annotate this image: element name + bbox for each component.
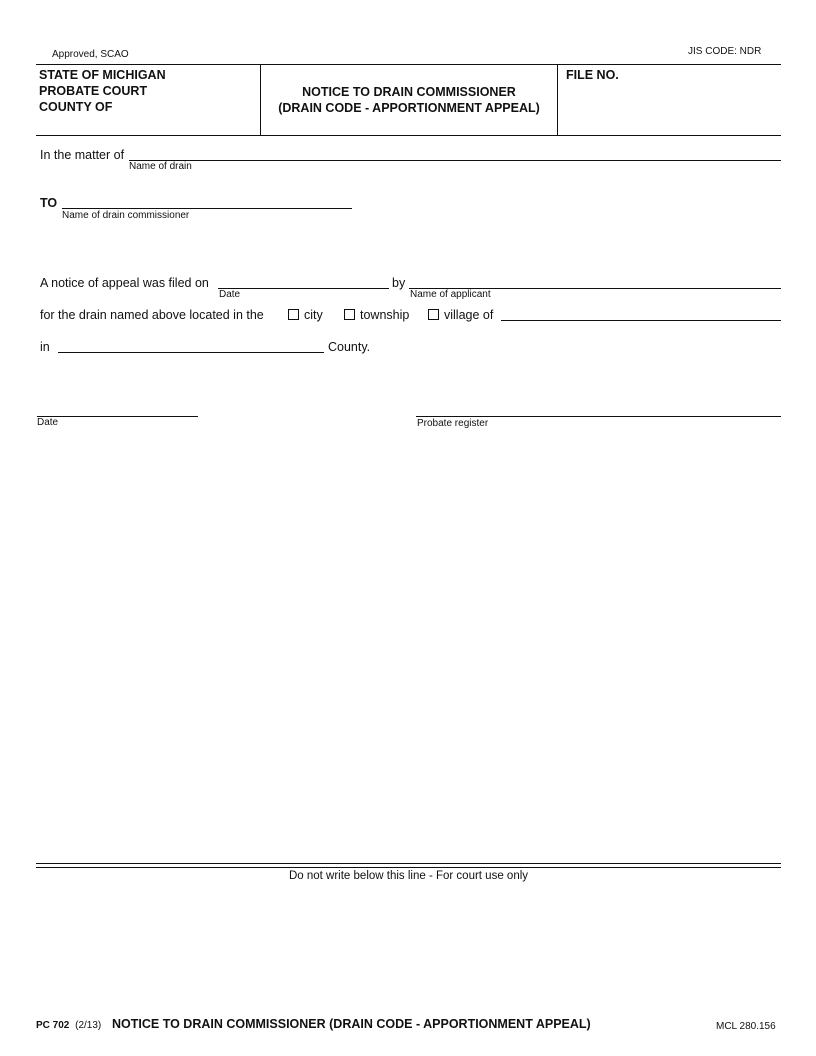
- applicant-name-field[interactable]: [410, 274, 780, 288]
- county-suffix: County.: [328, 340, 371, 354]
- header-bottom-border: [36, 135, 781, 136]
- village-checkbox[interactable]: [428, 309, 439, 320]
- statute-reference: MCL 280.156: [716, 1021, 776, 1032]
- village-label: village of: [444, 308, 494, 322]
- in-label: in: [40, 340, 50, 354]
- village-name-line: [501, 320, 781, 321]
- court-name: PROBATE COURT: [39, 84, 148, 98]
- form-number: PC 702: [36, 1020, 70, 1031]
- header-divider-right: [557, 64, 558, 135]
- filed-date-line: [218, 288, 389, 289]
- form-revision: (2/13): [75, 1020, 102, 1031]
- city-label: city: [304, 308, 323, 322]
- drain-name-line: [129, 160, 781, 161]
- commissioner-name-field[interactable]: [63, 194, 351, 208]
- filed-date-caption: Date: [219, 289, 241, 300]
- filed-date-field[interactable]: [219, 274, 388, 288]
- matter-label: In the matter of: [40, 148, 125, 162]
- form-title-line1: NOTICE TO DRAIN COMMISSIONER: [302, 85, 516, 99]
- drain-name-field[interactable]: [130, 146, 780, 160]
- court-state: STATE OF MICHIGAN: [39, 68, 166, 82]
- probate-register-caption: Probate register: [417, 418, 489, 429]
- footer-form-id: [36, 1020, 101, 1031]
- court-use-line-bottom: [36, 867, 781, 868]
- drain-name-caption: Name of drain: [129, 161, 192, 172]
- approved-text: Approved, SCAO: [52, 49, 129, 60]
- file-no-field[interactable]: [566, 88, 771, 128]
- court-block: [39, 67, 166, 115]
- court-county: COUNTY OF: [39, 100, 113, 114]
- court-use-note: Do not write below this line - For court use only: [288, 870, 529, 882]
- signature-date-caption: Date: [37, 417, 59, 428]
- footer-title: NOTICE TO DRAIN COMMISSIONER (DRAIN CODE - APPORTIONMENT APPEAL): [112, 1017, 591, 1031]
- applicant-name-caption: Name of applicant: [410, 289, 491, 300]
- probate-register-line: [416, 416, 781, 417]
- by-label: by: [392, 276, 406, 290]
- jis-code: JIS CODE: NDR: [688, 46, 762, 57]
- form-title-line2: (DRAIN CODE - APPORTIONMENT APPEAL): [278, 101, 540, 115]
- county-name-field[interactable]: [59, 338, 323, 352]
- township-label: township: [360, 308, 410, 322]
- probate-register-field[interactable]: [417, 402, 780, 416]
- form-title-block: [261, 84, 557, 116]
- to-label: TO: [40, 196, 58, 210]
- commissioner-name-line: [62, 208, 352, 209]
- commissioner-name-caption: Name of drain commissioner: [62, 210, 190, 221]
- location-label: for the drain named above located in the: [40, 308, 264, 322]
- file-no-label: FILE NO.: [566, 68, 619, 82]
- county-name-line: [58, 352, 324, 353]
- township-checkbox[interactable]: [344, 309, 355, 320]
- village-name-field[interactable]: [502, 306, 780, 320]
- header-top-border: [36, 64, 781, 65]
- court-use-line-top: [36, 863, 781, 864]
- signature-date-field[interactable]: [38, 402, 196, 416]
- signature-date-line: [37, 416, 198, 417]
- notice-filed-label: A notice of appeal was filed on: [40, 276, 209, 290]
- city-checkbox[interactable]: [288, 309, 299, 320]
